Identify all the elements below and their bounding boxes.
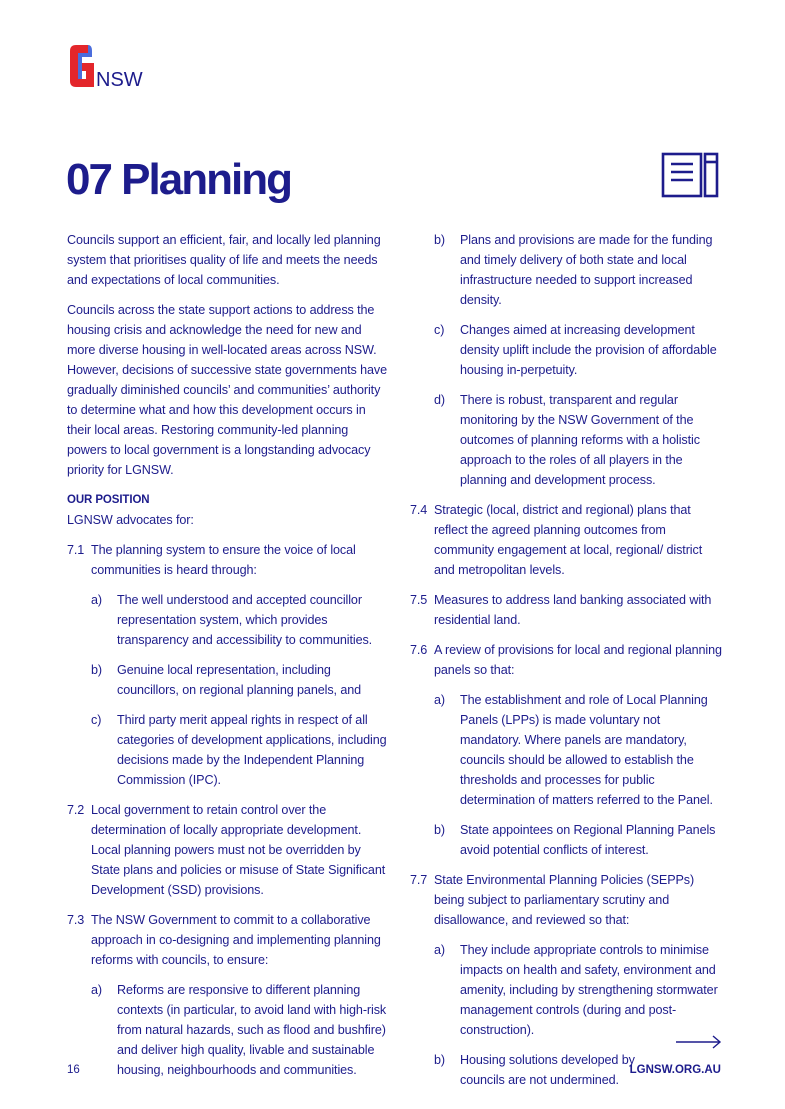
list-item-7-6 — [410, 640, 722, 680]
sub-item-7-1-c — [91, 710, 387, 790]
sub-item-text: They include appropriate controls to minimise impacts on health and safety, environment and amenity, including by strengthening stormwater management controls (during and post-construction). — [460, 943, 718, 1037]
item-number: 7.6 — [410, 643, 428, 657]
sub-item-text: Third party merit appeal rights in respect of all categories of development applications, including decisions made by the Independent Planning Commission (IPC). — [117, 713, 387, 787]
item-number: 7.5 — [410, 593, 428, 607]
sub-item-text: Reforms are responsive to different planning contexts (in particular, to avoid land with high-risk from natural hazards, such as flood and bushfire) and deliver high quality, livable and sustainable housing, neighbourhoods and communities. — [117, 983, 387, 1077]
sub-item-letter: b) — [434, 1053, 445, 1067]
item-text: The NSW Government to commit to a collaborative approach in co-designing and implementing planning reforms with councils, to ensure: — [91, 913, 381, 967]
sub-item-letter: b) — [434, 823, 445, 837]
sub-item-7-6-a — [434, 690, 722, 810]
sub-item-7-6-b — [434, 820, 722, 860]
intro-paragraph-1: Councils support an efficient, fair, and locally led planning system that prioritises quality of life and meets the needs and expectations of local communities. — [67, 233, 381, 287]
list-item-7-4 — [410, 500, 722, 580]
sub-item-7-1-a — [91, 590, 387, 650]
sub-item-text: Plans and provisions are made for the funding and timely delivery of both state and local infrastructure needed to support increased density. — [460, 233, 713, 307]
right-column — [410, 230, 722, 1090]
logo-text: NSW — [96, 69, 143, 89]
item-number: 7.1 — [67, 543, 85, 557]
left-column — [67, 230, 387, 1080]
sub-item-text: Genuine local representation, including councillors, on regional planning panels, and — [117, 663, 362, 697]
website-link[interactable]: LGNSW.ORG.AU — [629, 1064, 721, 1076]
list-item-7-1 — [67, 540, 387, 580]
sub-item-letter: c) — [434, 323, 445, 337]
item-text: The planning system to ensure the voice of local communities is heard through: — [91, 543, 356, 577]
sub-item-letter: b) — [91, 663, 102, 677]
item-text: A review of provisions for local and regional planning panels so that: — [434, 643, 722, 677]
sub-item-7-3-a — [91, 980, 387, 1080]
list-item-7-3 — [67, 910, 387, 970]
our-position-heading: OUR POSITION — [67, 494, 150, 506]
page-title: 07 Planning — [66, 155, 291, 204]
item-number: 7.3 — [67, 913, 85, 927]
sub-item-text: State appointees on Regional Planning Panels avoid potential conflicts of interest. — [460, 823, 716, 857]
item-number: 7.2 — [67, 803, 85, 817]
continue-arrow-icon — [676, 1035, 722, 1049]
sub-item-text: Changes aimed at increasing development density uplift include the provision of affordable housing in-perpetuity. — [460, 323, 717, 377]
position-lead: LGNSW advocates for: — [67, 513, 194, 527]
intro-paragraph-2: Councils across the state support actions to address the housing crisis and acknowledge the need for new and more diverse housing in well-located areas across NSW. However, decisions of successive state governments have gradually diminished councils’ and communities’ authority to determine what and how this development occurs in their local areas. Restoring community-led planning powers to local government is a longstanding advocacy priority for LGNSW. — [67, 303, 388, 477]
item-number: 7.7 — [410, 873, 428, 887]
sub-item-letter: a) — [434, 943, 445, 957]
sub-item-letter: b) — [434, 233, 445, 247]
item-text: Strategic (local, district and regional) plans that reflect the agreed planning outcomes from community engagement at local, regional/ district and metropolitan levels. — [434, 503, 703, 577]
sub-item-text: Housing solutions developed by councils are not undermined. — [460, 1053, 635, 1087]
document-icon — [661, 152, 721, 198]
sub-item-7-1-b — [91, 660, 387, 700]
list-item-7-2 — [67, 800, 387, 900]
page-number: 16 — [67, 1064, 80, 1076]
list-item-7-5 — [410, 590, 722, 630]
sub-item-7-3-c — [434, 320, 722, 380]
sub-item-7-3-b — [434, 230, 722, 310]
sub-item-7-7-a — [434, 940, 722, 1040]
sub-item-letter: d) — [434, 393, 445, 407]
item-text: State Environmental Planning Policies (SEPPs) being subject to parliamentary scrutiny and disallowance, and reviewed so that: — [434, 873, 695, 927]
list-item-7-7 — [410, 870, 722, 930]
sub-item-text: There is robust, transparent and regular monitoring by the NSW Government of the outcomes of planning reforms with a holistic approach to the roles of all players in the planning and development process. — [460, 393, 700, 487]
sub-item-letter: c) — [91, 713, 102, 727]
item-text: Measures to address land banking associated with residential land. — [434, 593, 712, 627]
sub-item-letter: a) — [434, 693, 445, 707]
sub-item-letter: a) — [91, 593, 102, 607]
item-number: 7.4 — [410, 503, 428, 517]
lgnsw-logo — [66, 43, 146, 89]
item-text: Local government to retain control over the determination of locally appropriate development. Local planning powers must not be overridden by State plans and policies or misuse of State Significant Development (SSD) provisions. — [91, 803, 386, 897]
sub-item-text: The establishment and role of Local Planning Panels (LPPs) is made voluntary not mandatory. Where panels are mandatory, councils should be allowed to establish the thresholds and processes for public determination of matters referred to the Panel. — [460, 693, 713, 807]
sub-item-7-3-d — [434, 390, 722, 490]
sub-item-letter: a) — [91, 983, 102, 997]
sub-item-text: The well understood and accepted councillor representation system, which provides transparency and accessibility to communities. — [117, 593, 373, 647]
